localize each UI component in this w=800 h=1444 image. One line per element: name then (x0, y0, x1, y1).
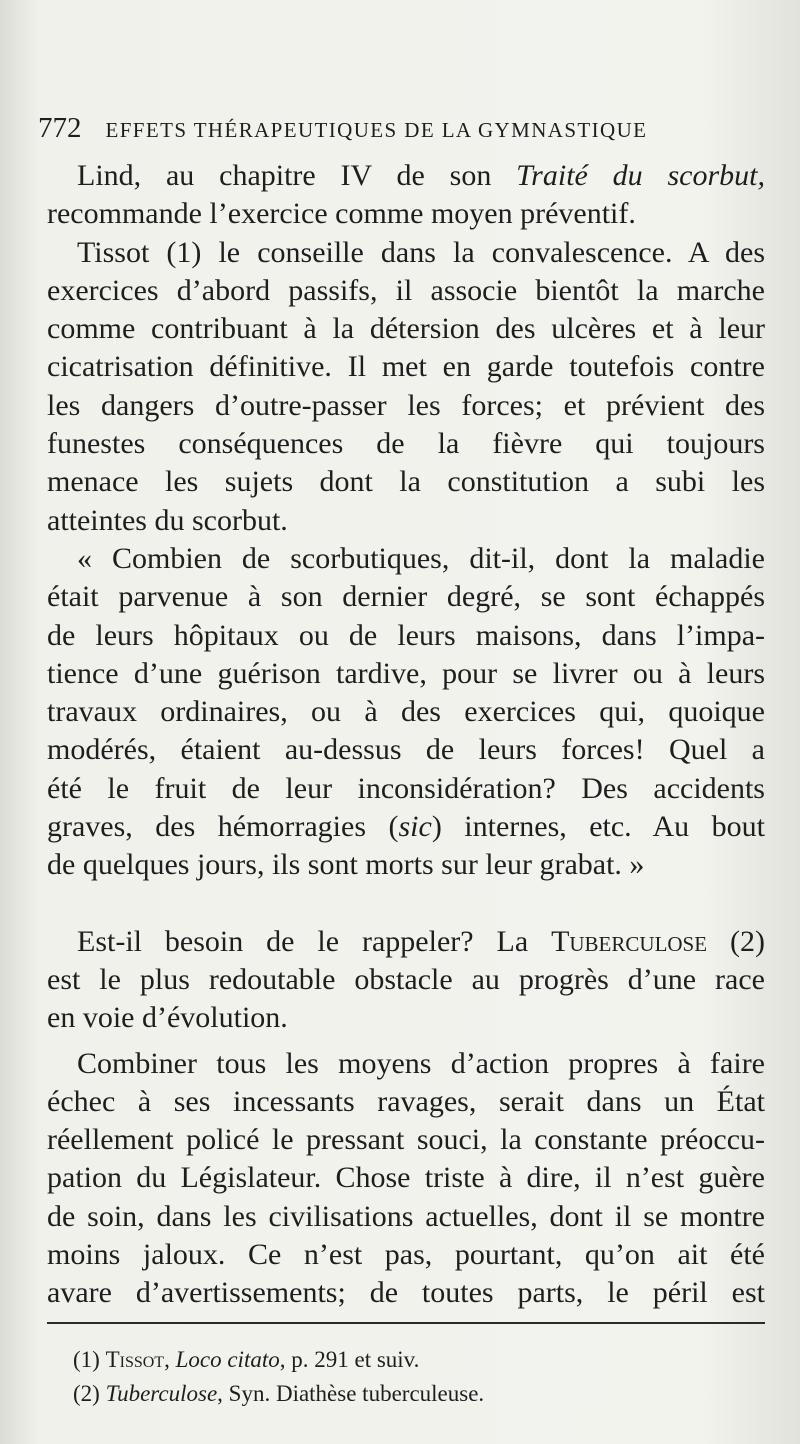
text-line: Combiner tous les moyens d’action propres à faire (77, 1046, 765, 1080)
text-line: « Combien de scorbutiques, dit-il, dont la maladie (77, 541, 765, 575)
section-gap (47, 885, 765, 923)
text-run: , p. 291 et suiv. (279, 1347, 420, 1372)
italic-sic: sic (398, 810, 432, 844)
text-line: moins jaloux. Ce n’est pas, pourtant, qu’on ait été (47, 1238, 765, 1272)
italic-title: Traité du scorbut, (516, 159, 765, 192)
text-line: était parvenue à son dernier degré, se sont échappés (47, 580, 765, 614)
footnote-number: (1) (73, 1347, 106, 1372)
text-run: graves, des hémorragies ( (47, 810, 399, 844)
text-line: est le plus redoutable obstacle au progrès d’une race (47, 962, 765, 996)
paragraph-4 (47, 923, 765, 1038)
footnote-1 (73, 1343, 763, 1377)
text-run: Est-il besoin de le rappeler? La (77, 924, 552, 958)
text-line: menace les sujets dont la constitution a subi les (47, 465, 765, 499)
running-head: EFFETS THÉRAPEUTIQUES DE LA GYMNASTIQUE (105, 118, 648, 142)
footnote-2 (73, 1377, 763, 1411)
text-line: les dangers d’outre-passer les forces; et prévient des (47, 388, 765, 422)
text-line: recommande l’exercice comme moyen préventif. (47, 197, 636, 231)
footnote-author: Tissot (105, 1347, 165, 1372)
footnote-italic: Loco citato (175, 1347, 280, 1372)
small-caps-term: Tuberculose (551, 924, 708, 958)
text-line: funestes conséquences de la fièvre qui toujours (47, 427, 765, 461)
paragraph-3-quotation (47, 540, 765, 885)
paragraph-1 (47, 157, 765, 234)
text-run: Lind, au chapitre IV de son (77, 159, 517, 192)
paragraph-2 (47, 234, 765, 540)
paragraph-gap (47, 1038, 765, 1045)
text-line: pation du Législateur. Chose triste à dire, il n’est guère (47, 1161, 765, 1195)
text-line: travaux ordinaires, ou à des exercices qui, quoique (47, 695, 765, 729)
text-line: avare d’avertissements; de toutes parts, le péril est (47, 1276, 765, 1310)
page-number: 772 (38, 112, 82, 144)
text-run: (2) (707, 924, 765, 958)
text-run: , Syn. Diathèse tuberculeuse. (217, 1381, 485, 1406)
text-line: tience d’une guérison tardive, pour se livrer ou à leurs (47, 656, 765, 690)
text-line: de soin, dans les civilisations actuelles, dont il se montre (47, 1199, 765, 1233)
paragraph-5 (47, 1045, 765, 1313)
footnote-italic: Tuberculose (105, 1381, 218, 1406)
text-line: exercices d’abord passifs, il associe bientôt la marche (47, 273, 765, 307)
text-line (47, 808, 765, 846)
text-line: échec à ses incessants ravages, serait dans un État (47, 1084, 765, 1118)
text-line: été le fruit de leur inconsidération? Des accidents (47, 771, 765, 805)
text-run: , (164, 1347, 176, 1372)
page-header (38, 112, 758, 148)
footnote-number: (2) (73, 1381, 106, 1406)
text-line: Tissot (1) le conseille dans la convalescence. A des (77, 235, 765, 269)
text-line: atteintes du scorbut. (47, 503, 288, 537)
text-run: ) internes, etc. Au bout (431, 810, 765, 844)
footnote-rule (47, 1322, 765, 1324)
text-line (47, 157, 765, 195)
text-line: comme contribuant à la détersion des ulcères et à leur (47, 312, 765, 346)
text-line: en voie d’évolution. (47, 1001, 288, 1035)
footnotes (73, 1343, 763, 1411)
text-line: modérés, étaient au-dessus de leurs forces! Quel a (47, 733, 765, 767)
text-line: de quelques jours, ils sont morts sur leur grabat. » (47, 848, 645, 882)
text-line: de leurs hôpitaux ou de leurs maisons, dans l’impa- (47, 618, 765, 652)
body-text (47, 157, 765, 1313)
text-line (47, 923, 765, 961)
text-line: réellement policé le pressant souci, la constante préoccu- (47, 1123, 765, 1157)
text-line: cicatrisation définitive. Il met en garde toutefois contre (47, 350, 765, 384)
